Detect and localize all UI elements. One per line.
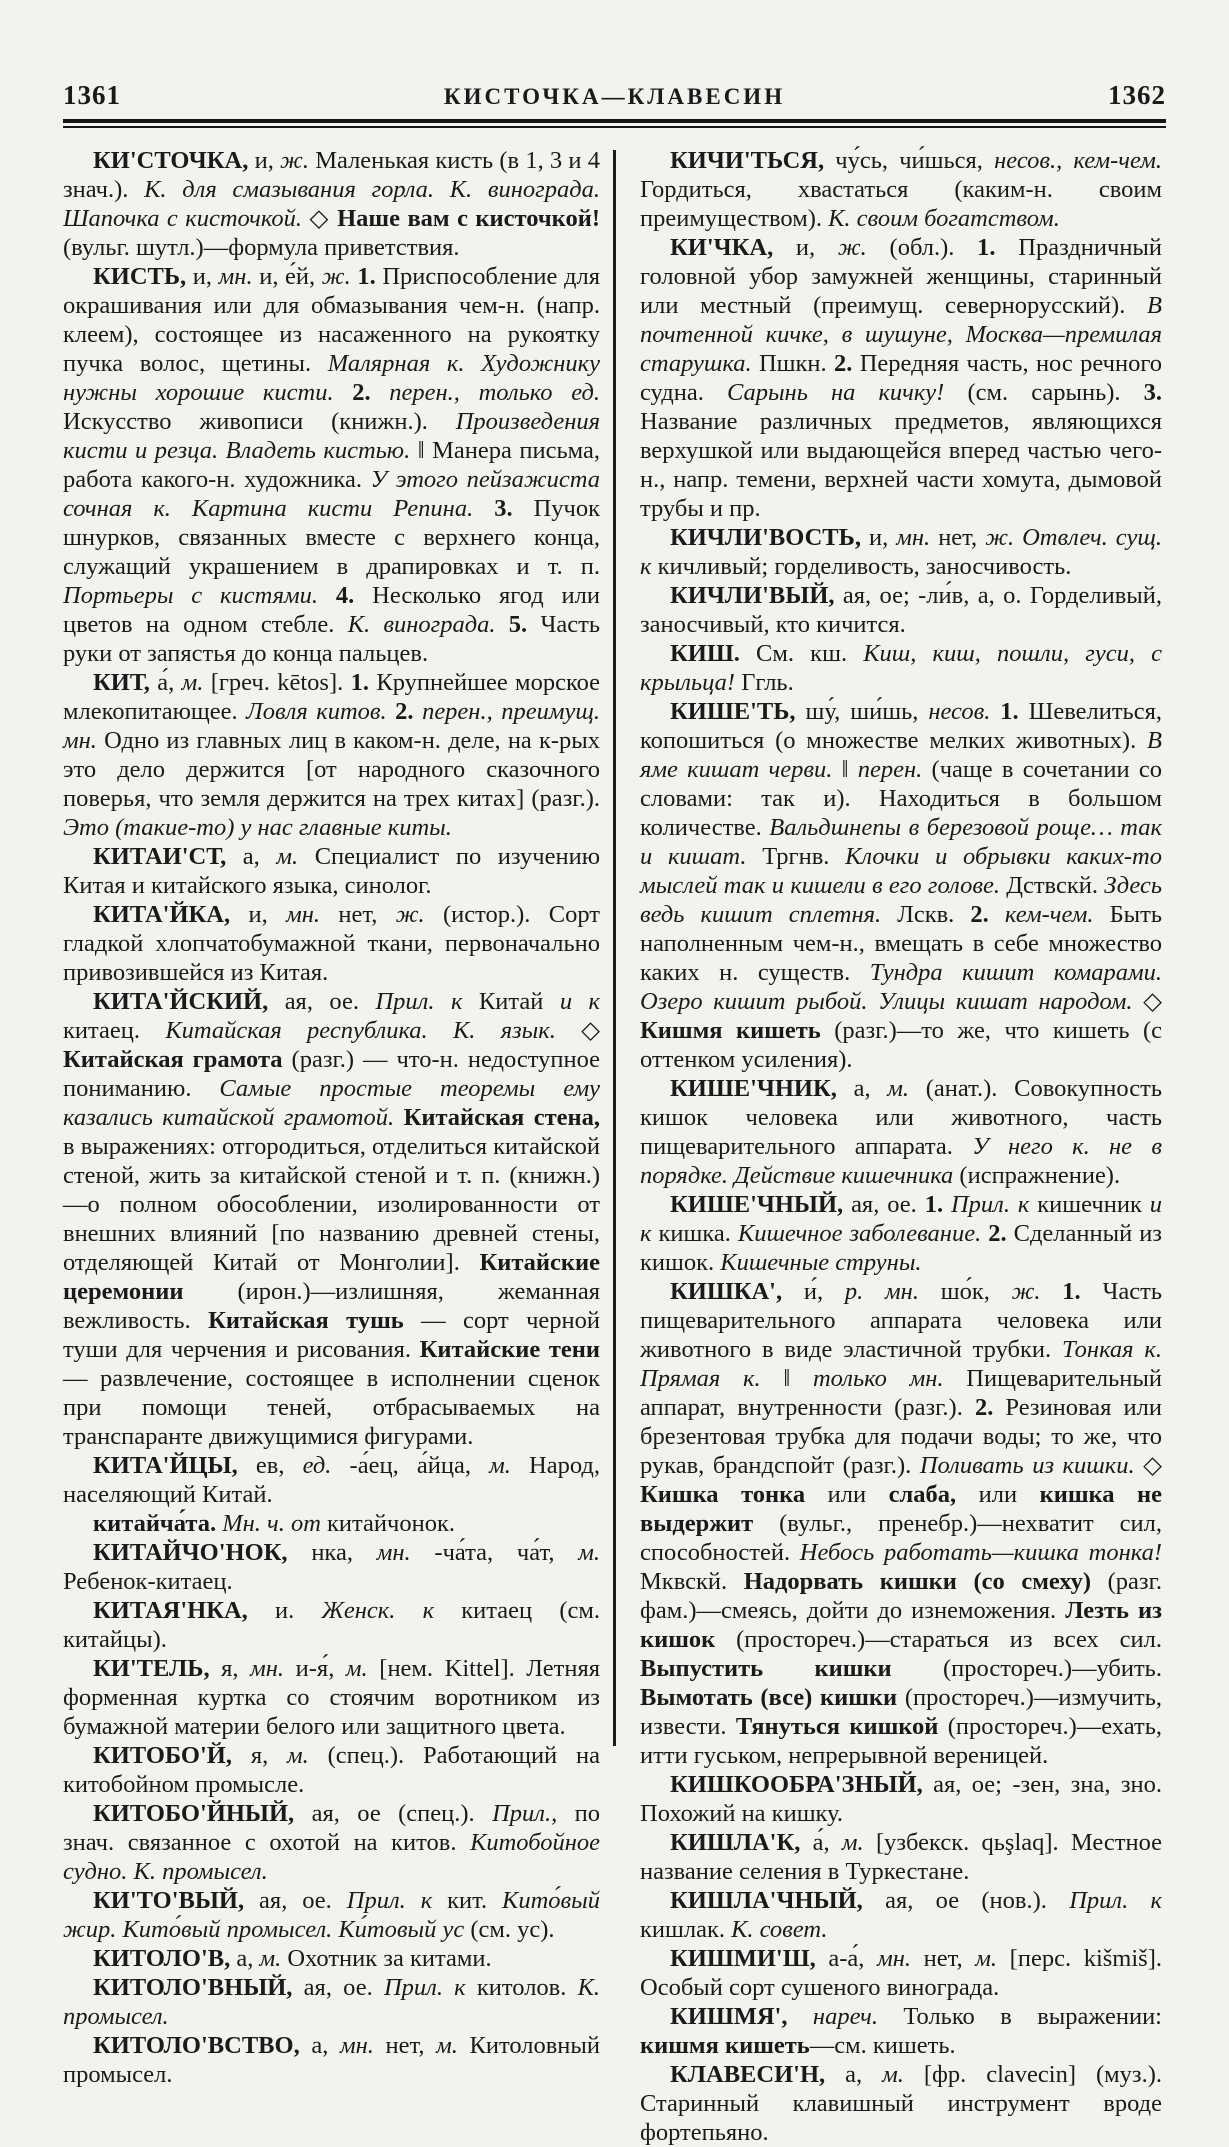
entry-italic-text: ед. [302,1452,350,1479]
entry-italic-text: перен., преимущ. мн. [63,698,600,754]
entry-bold-text: КИСТЬ, [93,263,193,290]
dictionary-entry [640,1277,1162,1770]
entry-text: (анат.). Совокупность кишок человека или животного, часть пищеварительного аппарата. [640,1075,1163,1160]
dictionary-entry [63,668,600,842]
entry-text: Несколько ягод или цветов на одном стебле. [63,582,600,638]
entry-italic-text: перен., только ед. [389,379,600,406]
entry-italic-text: Произведения кисти и резца. Владеть кистью. [63,408,600,464]
entry-text: кичливый; горделивость, заносчивость. [657,553,1072,580]
entry-bold-text: Выпустить кишки [640,1655,943,1682]
entry-italic-text: только мн. [812,1365,967,1392]
entry-text: шо́к, [940,1278,1012,1305]
entry-italic-text: Клочки и обрывки каких-то мыслей так и кишели в его голове. [640,843,1162,899]
entry-text: (обл.). [889,234,978,261]
entry-bold-text: КИ'ТО'ВЫЙ, [93,1887,260,1914]
dictionary-entry [63,1944,600,1973]
entry-text: Народ, населяющий Китай. [63,1452,600,1508]
entry-italic-text: Прил. к [346,1887,448,1914]
entry-bold-text: Наше вам с кисточкой! [337,205,600,232]
entry-italic-text: Портьеры с кистями. [63,582,336,609]
entry-text: Часть пищеварительного аппарата человека или животного в виде эластичной трубки. [640,1278,1162,1363]
entry-text: Ребенок-китаец. [63,1568,233,1595]
entry-bold-text: 5. [508,611,541,638]
dictionary-entry [640,639,1162,697]
entry-text: [узбекск. qьşlaq]. Местное название селения в Туркестане. [640,1829,1162,1885]
entry-italic-text: ж. [1011,1278,1063,1305]
entry-text: Передняя часть, нос речного судна. [640,350,1163,406]
entry-bold-text: КИШЛА'К, [670,1829,813,1856]
dictionary-entry [640,1770,1162,1828]
page-header [63,80,1166,111]
entry-italic-text: Малярная к. Художнику нужны хорошие кисти. [63,350,600,406]
entry-text: и, е́й, [259,263,322,290]
entry-text: а́, [157,669,182,696]
entry-text: ая, ое. [851,1191,925,1218]
entry-text: и, [254,147,281,174]
entry-text: Гордиться, хвастаться (каким-н. своим преимуществом). [640,176,1162,232]
entry-bold-text: 3. [1143,379,1162,406]
entry-text: Искусство живописи (книжн.). [63,408,456,435]
entry-bold-text: Тянуться кишкой [735,1713,948,1740]
dictionary-entry [63,262,600,668]
entry-italic-text: перен. [857,756,932,783]
dictionary-entry [640,1886,1162,1944]
entry-bold-text: кишмя кишеть [640,2032,810,2059]
entry-text: ая, ое (нов.). [885,1887,1070,1914]
entry-bold-text: Китайская грамота [63,1046,292,1073]
entry-italic-text: Самые простые теоремы ему казались китайской грамотой. [63,1075,600,1131]
entry-text: кишечник [1037,1191,1150,1218]
entry-bold-text: КЛАВЕСИ'Н, [670,2061,846,2088]
entry-text: Одно из главных лиц в каком-н. деле, на к-рых это дело держится [от народного сказочного поверья, что земля держится на трех китах] (разг.). [63,727,600,812]
entry-italic-text: мн. [218,263,260,290]
entry-italic-text: несов. [928,698,1001,725]
entry-italic-text: К. винограда. [347,611,509,638]
entry-text: а, [311,2032,340,2059]
entry-text: —см. кишеть. [809,2032,956,2059]
entry-bold-text: КИ'ТЕЛЬ, [93,1655,222,1682]
entry-text: [фр. clavecin] (муз.). Старинный клавишный инструмент вроде фортепьяно. [640,2061,1162,2146]
entry-text: Маленькая кисть (в 1, 3 и 4 знач.). [63,147,600,203]
dictionary-entry [640,2002,1162,2060]
right-column [640,146,1162,2147]
entry-text: Ггль. [741,669,794,696]
entry-text: — сорт черной туши для черчения и рисования. [63,1307,600,1363]
entry-text: (простореч.)—убить. [942,1655,1162,1682]
entry-italic-text: мн. [376,1539,435,1566]
dictionary-entry [63,1654,600,1741]
entry-italic-text: Прил. к [950,1191,1038,1218]
entry-text: (простореч.)—ехать, итти гуськом, непрерывной вереницей. [640,1713,1162,1769]
dictionary-entry [640,1828,1162,1886]
entry-bold-text: КИТА'ЙСКИЙ, [93,988,285,1015]
entry-italic-text: Киш, киш, пошли, гуси, с крыльца! [640,640,1162,696]
entry-text: по знач. связанное с охотой на китов. [63,1800,600,1856]
entry-bold-text: КИЧЛИ'ВЫЙ, [670,582,843,609]
entry-italic-text: Это (такие-то) у нас главные киты. [63,814,452,841]
entry-text: нет, [385,2032,437,2059]
entry-bold-text: КИТА'ЙКА, [93,901,249,928]
entry-bold-text: 2. [974,1394,1006,1421]
entry-text: ◇ [1143,988,1162,1015]
dictionary-entry [640,2060,1162,2147]
entry-italic-text: несов., кем-чем. [994,147,1162,174]
dictionary-entry [640,146,1162,233]
entry-bold-text: 1. [924,1191,951,1218]
entry-bold-text: КИШКООБРА'ЗНЫЙ, [670,1771,934,1798]
entry-text: ая, ое. [284,988,376,1015]
entry-bold-text: КИТАИ'СТ, [93,843,243,870]
entry-bold-text: КИЧЛИ'ВОСТЬ, [670,524,869,551]
entry-text: Тргнв. [762,843,846,870]
entry-text: [нем. Kittel]. Летняя форменная куртка со стоячим воротником из бумажной материи белого или защитного цвета. [63,1655,600,1740]
entry-italic-text: м. [882,2061,924,2088]
entry-bold-text: 3. [494,495,534,522]
entry-italic-text: Тонкая к. Прямая к. [640,1336,1162,1392]
entry-text: ая, ое; -зен, зна, зно. Похожий на кишку. [640,1771,1162,1827]
entry-bold-text: КИШЕ'ЧНИК, [670,1075,854,1102]
entry-text: а, [236,1945,260,1972]
entry-italic-text: Прил. к [375,988,479,1015]
entry-bold-text: КИШ. [670,640,757,667]
entry-bold-text: КИТАЯ'НКА, [93,1597,275,1624]
entry-italic-text: мн. [250,1655,296,1682]
dictionary-entry [640,697,1162,1074]
entry-text: (разг. фам.)—смеясь, дойти до изнеможения. [640,1568,1162,1624]
entry-italic-text: м. [181,669,211,696]
dictionary-entry [640,1944,1162,2002]
entry-text: ая, ое; -ли́в, а, о. Горделивый, заносчивый, кто кичится. [640,582,1162,638]
dictionary-entry [63,1973,600,2031]
entry-text: а, [845,2061,883,2088]
entry-text: Китай [478,988,560,1015]
entry-bold-text: 4. [335,582,373,609]
entry-text: или [978,1481,1040,1508]
entry-text: (ирон.)—излишняя, жеманная вежливость. [63,1278,600,1334]
entry-italic-text: м. [287,1742,328,1769]
entry-bold-text: Кишмя кишеть [640,1017,835,1044]
entry-bold-text: 2. [970,901,1005,928]
entry-bold-text: Лезть из кишок [640,1597,1163,1653]
entry-bold-text: КИТОЛО'В, [93,1945,237,1972]
entry-italic-text: Поливать из кишки. [919,1452,1144,1479]
entry-text: ая, ое. [259,1887,347,1914]
entry-text: -ча́та, ча́т, [434,1539,579,1566]
dictionary-entry [640,233,1162,523]
entry-bold-text: китайча́та. [93,1510,223,1537]
entry-bold-text: кишка не выдержит [640,1481,1163,1537]
entry-text: и́, [803,1278,845,1305]
entry-text: ая, ое. [303,1974,384,2001]
dictionary-entry [63,1451,600,1509]
entry-italic-text: Прил., [492,1800,575,1827]
entry-bold-text: 2. [988,1220,1014,1247]
entry-text: Только в выражении: [903,2003,1162,2030]
entry-text: а-а́, [828,1945,878,1972]
entry-italic-text: ж. [280,147,316,174]
entry-bold-text: 2. [834,350,860,377]
entry-text: нет, [938,524,986,551]
entry-text: (истор.). Сорт гладкой хлопчатобумажной ткани, первоначально привозившейся из Китая. [63,901,600,986]
entry-text: нет, [923,1945,976,1972]
entry-bold-text: КИ'СТОЧКА, [93,147,255,174]
entry-text: кишлак. [640,1916,732,1943]
page-number-right: 1362 [1108,80,1166,110]
entry-bold-text: КИТАЙЧО'НОК, [93,1539,312,1566]
entry-text: (вульг., пренебр.)—нехватит сил, способностей. [640,1510,1162,1566]
dictionary-entry [63,1509,600,1538]
entry-text: чу́сь, чи́шься, [835,147,995,174]
entry-italic-text: Прил. к [1069,1887,1162,1914]
entry-text: Приспособление для окрашивания или для обмазывания чем-н. (напр. клеем), состоящее из насаженного на рукоятку пучка волос, щетины. [63,263,600,377]
entry-italic-text: У этого пейзажиста сочная к. Картина кисти Репина. [63,466,600,522]
entry-text: Охотник за китами. [287,1945,492,1972]
entry-text: Крупнейшее морское млекопитающее. [63,669,601,725]
entry-bold-text: КИШМИ'Ш, [670,1945,829,1972]
entry-italic-text: Сарынь на кичку! [726,379,968,406]
entry-text: ев, [255,1452,303,1479]
entry-italic-text: Вальдшнепы в березовой роще… так и кишат. [640,814,1163,870]
entry-text: См. кш. [756,640,864,667]
entry-text: (см. ус). [470,1916,555,1943]
entry-bold-text: КИТОБО'Й, [93,1742,251,1769]
entry-bold-text: Надорвать кишки (со смеху) [743,1568,1108,1595]
entry-text: Мквскй. [640,1568,744,1595]
entry-text: — развлечение, состоящее в исполнении сценок при помощи теней, отбрасываемых на транспаранте движущимися фигурами. [63,1365,600,1450]
entry-text: а, [853,1075,888,1102]
entry-text: -а́ец, а́йца, [349,1452,490,1479]
entry-text: ‖ Манера письма, работа какого-н. художника. [63,437,600,493]
entry-text: (простореч.)—стараться из всех сил. [736,1626,1162,1653]
entry-italic-text: и к [640,1191,1162,1247]
entry-text: Специалист по изучению Китая и китайского языка, синолог. [63,843,601,899]
entry-text: и, [869,524,897,551]
entry-italic-text: Тундра кишит комарами. Озеро кишит рыбой. Улицы кишат народом. [640,959,1162,1015]
entry-italic-text: м. [975,1945,1010,1972]
entry-italic-text: мн. [286,901,339,928]
entry-text: нка, [311,1539,377,1566]
dictionary-entry [640,523,1162,581]
entry-text: кишка. [658,1220,738,1247]
entry-text: в выражениях: отгородиться, отделиться китайской стеной, жить за китайской стеной и т. п. (книжн.)—о полном обособлении, изолированности от внешних влияний [по названию древней стены, отделяющей Китай от Монголии]. [63,1133,601,1276]
entry-italic-text: кем-чем. [1004,901,1110,928]
page-number-left: 1361 [63,80,121,110]
entry-text: (разг.) — что-н. недоступное пониманию. [63,1046,600,1102]
entry-italic-text: ж. [837,234,890,261]
entry-bold-text: Китайская тушь [208,1307,422,1334]
dictionary-entry [63,1741,600,1799]
entry-bold-text: Китайские церемонии [63,1249,600,1305]
dictionary-entry [63,987,600,1451]
entry-italic-text: ж. [395,901,443,928]
entry-bold-text: 1. [350,669,377,696]
entry-italic-text: В яме кишат черви. [640,727,1162,783]
entry-text: а́, [812,1829,842,1856]
entry-italic-text: нареч. [812,2003,904,2030]
entry-italic-text: Мн. ч. от [222,1510,328,1537]
entry-text: Лскв. [897,901,971,928]
entry-text: и, [795,234,838,261]
entry-bold-text: КИЧИ'ТЬСЯ, [670,147,836,174]
column-divider-rule [613,150,616,1746]
entry-bold-text: КИШЕ'ТЬ, [670,698,806,725]
entry-italic-text: мн. [339,2032,386,2059]
entry-bold-text: КИТА'ЙЦЫ, [93,1452,256,1479]
dictionary-entry [63,1596,600,1654]
entry-italic-text: Женск. к [321,1597,462,1624]
entry-bold-text: 1. [1062,1278,1103,1305]
entry-text: а, [242,843,277,870]
running-head: КИСТОЧКА—КЛАВЕСИН [443,84,786,109]
entry-text: (чаще в сочетании со словами: так и). Находиться в большом количестве. [640,756,1162,841]
entry-bold-text: КИТОЛО'ВНЫЙ, [93,1974,304,2001]
entry-italic-text: К. для смазывания горла. К. винограда. Шапочка с кисточкой. [63,176,600,232]
entry-text: и, [248,901,287,928]
dictionary-entry [63,1538,600,1596]
entry-italic-text: ж. Отвлеч. сущ. к [640,524,1163,580]
entry-bold-text: Китайская стена, [403,1104,601,1131]
entry-text: китаец. [63,1017,166,1044]
dictionary-entry [640,1074,1162,1190]
entry-text: и, [192,263,219,290]
dictionary-entry [63,900,600,987]
entry-text: китолов. [476,1974,578,2001]
entry-text: и-я́, [295,1655,346,1682]
entry-italic-text: Китайская республика. К. язык. [165,1017,582,1044]
entry-italic-text: м. [276,843,315,870]
entry-text: (простореч.)—измучить, извести. [640,1684,1162,1740]
entry-bold-text: 2. [352,379,390,406]
entry-italic-text: м. [578,1539,600,1566]
entry-bold-text: слаба, [888,1481,979,1508]
entry-text: или [827,1481,889,1508]
entry-italic-text: К. своим богатством. [828,205,1060,232]
entry-bold-text: 2. [395,698,423,725]
entry-text: [перс. kišmiš]. Особый сорт сушеного винограда. [640,1945,1162,2001]
entry-italic-text: Ловля китов. [246,698,396,725]
entry-italic-text: Прил. к [383,1974,477,2001]
entry-italic-text: ж. [321,263,358,290]
entry-text: китаец (см. китайцы). [63,1597,600,1653]
entry-italic-text: Здесь ведь кишит сплетня. [640,872,1162,928]
dictionary-entry [640,581,1162,639]
entry-text: нет, [338,901,396,928]
entry-italic-text: К. совет. [731,1916,828,1943]
entry-italic-text: и к [559,988,600,1015]
entry-text: [греч. kētos]. [210,669,351,696]
entry-text: я, [221,1655,251,1682]
entry-bold-text: 1. [1000,698,1029,725]
entry-bold-text: 1. [357,263,383,290]
entry-text: (разг.)—то же, что кишеть (с оттенком усиления). [640,1017,1162,1073]
entry-text: китайчонок. [327,1510,455,1537]
entry-italic-text: м. [259,1945,288,1972]
entry-text: Пищеварительный аппарат, внутренности (разг.). [640,1365,1162,1421]
entry-italic-text: К. промысел. [63,1974,601,2030]
entry-text: (спец.). Работающий на китобойном промысле. [63,1742,600,1798]
entry-italic-text: В почтенной кичке, в шушуне, Москва—премилая старушка. [640,292,1162,377]
entry-text: Пшкн. [758,350,834,377]
entry-text: (вульг. шутл.)—формула приветствия. [63,234,460,261]
entry-text: ая, ое (спец.). [311,1800,493,1827]
dictionary-entry [63,1886,600,1944]
entry-text: Пучок шнурков, связанных вместе с верхнего конца, служащий украшением в драпировках и т. п. [63,495,600,580]
entry-bold-text: КИТОБО'ЙНЫЙ, [93,1800,312,1827]
entry-text: ◇ [1143,1452,1162,1479]
dictionary-entry [63,2031,600,2089]
entry-text: ‖ [841,756,858,783]
entry-italic-text: м. [489,1452,530,1479]
left-column [63,146,600,2089]
entry-italic-text: Кито́вый жир. Кито́вый промысел. Ки́товый ус [63,1887,600,1943]
entry-text: (испражнение). [959,1162,1121,1189]
dictionary-entry [63,146,600,262]
dictionary-entry [63,1799,600,1886]
entry-text: ◇ [309,205,338,232]
entry-bold-text: Кишка тонка [640,1481,828,1508]
entry-italic-text: мн. [877,1945,924,1972]
entry-bold-text: КИШЛА'ЧНЫЙ, [670,1887,886,1914]
entry-text: шу́, ши́шь, [805,698,929,725]
entry-text: Сделанный из кишок. [640,1220,1162,1276]
entry-bold-text: КИТ, [93,669,158,696]
entry-italic-text: м. [841,1829,876,1856]
entry-italic-text: мн. [896,524,939,551]
entry-bold-text: КИ'ЧКА, [670,234,796,261]
entry-text: ◇ [581,1017,600,1044]
entry-text: (см. сарынь). [967,379,1144,406]
entry-bold-text: Китайские тени [419,1336,600,1363]
entry-text: кит. [447,1887,503,1914]
entry-bold-text: КИШКА', [670,1278,804,1305]
entry-italic-text: м. [436,2032,470,2059]
entry-italic-text: Кишечные струны. [720,1249,922,1276]
entry-italic-text: У него к. не в порядке. Действие кишечника [640,1133,1162,1189]
entry-text: Быть наполненным чем-н., вмещать в себе множество каких н. существ. [640,901,1162,986]
entry-italic-text: Кишечное заболевание. [737,1220,989,1247]
entry-text: и. [274,1597,322,1624]
entry-text: ‖ [783,1365,813,1392]
entry-bold-text: 1. [977,234,1019,261]
entry-text: Название различных предметов, являющихся верхушкой или выдающейся вперед частью чего-н., напр. темени, верхней части хомута, дымовой трубы и пр. [640,408,1162,522]
header-double-rule [63,119,1166,128]
entry-text: Резиновая или брезентовая трубка для подачи воды; то же, что рукав, брандспойт (разг.). [640,1394,1162,1479]
entry-text: Китоловный промысел. [63,2032,600,2088]
entry-italic-text: м. [345,1655,380,1682]
entry-italic-text: м. [887,1075,926,1102]
dictionary-entry [640,1190,1162,1277]
entry-text: Часть руки от запястья до конца пальцев. [63,611,601,667]
entry-text: Шевелиться, копошиться (о множестве мелких животных). [640,698,1162,754]
entry-text: я, [250,1742,288,1769]
entry-text: Дствскй. [1006,872,1105,899]
entry-bold-text: Вымотать (все) кишки [640,1684,905,1711]
entry-bold-text: КИШМЯ', [670,2003,813,2030]
dictionary-entry [63,842,600,900]
entry-text: Праздничный головной убор замужней женщины, старинный или местный (преимущ. севернорусский). [640,234,1162,319]
entry-bold-text: КИШЕ'ЧНЫЙ, [670,1191,852,1218]
entry-italic-text: р. мн. [844,1278,941,1305]
entry-italic-text: Китобойное судно. К. промысел. [63,1829,600,1885]
entry-bold-text: КИТОЛО'ВСТВО, [93,2032,312,2059]
entry-italic-text: Небось работать—кишка тонка! [799,1539,1162,1566]
